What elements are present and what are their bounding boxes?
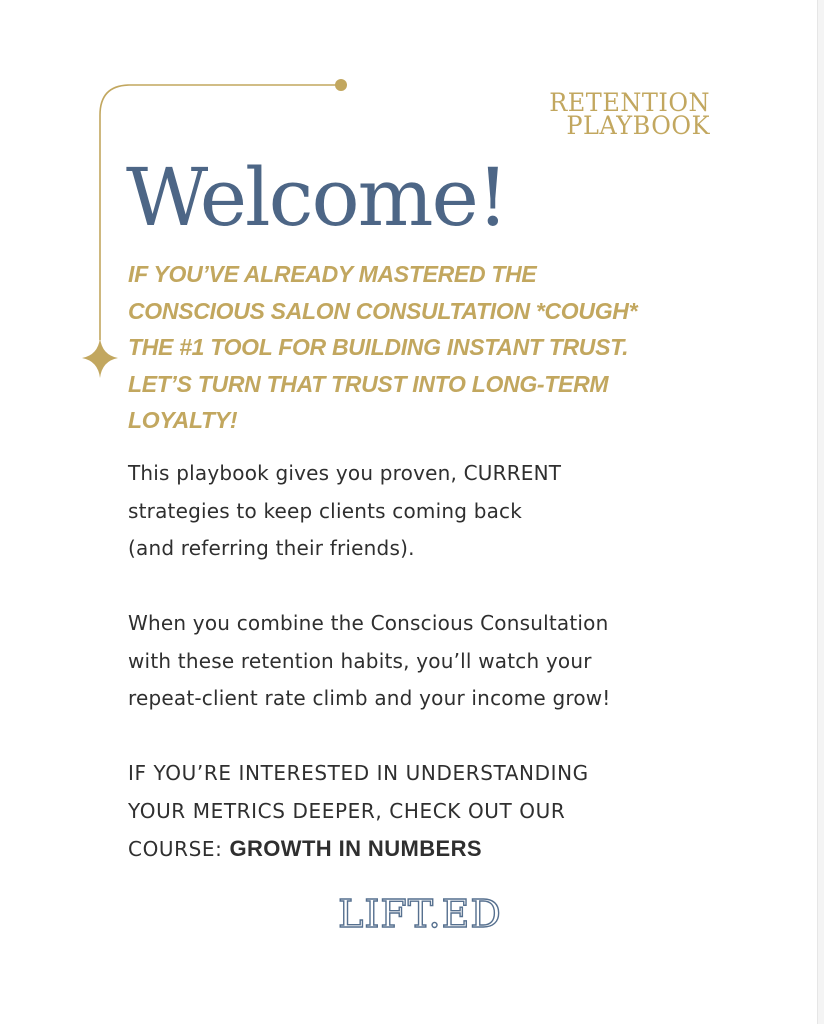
intro-callout [128, 256, 728, 439]
page-title: Welcome! [126, 151, 507, 244]
course-name: GROWTH IN NUMBERS [229, 836, 482, 861]
paragraph-line: YOUR METRICS DEEPER, CHECK OUT OUR [128, 798, 566, 823]
sparkle-icon [82, 338, 118, 378]
intro-line: LOYALTY! [128, 407, 238, 433]
intro-line: CONSCIOUS SALON CONSULTATION *COUGH* [128, 297, 638, 324]
paragraph-playbook [128, 455, 728, 568]
tag-line-1: RETENTION [549, 87, 710, 118]
paragraph-line: strategies to keep clients coming back [128, 498, 523, 523]
paragraph-line: (and referring their friends). [128, 536, 415, 560]
paragraph-combine [128, 605, 728, 718]
tag-line-2: PLAYBOOK [566, 110, 710, 141]
paragraph-line [128, 830, 728, 869]
intro-line: IF YOU’VE ALREADY MASTERED THE [128, 261, 537, 287]
paragraph-line: When you combine the Conscious Consultation [128, 611, 609, 635]
paragraph-line: repeat-client rate climb and your income grow! [128, 686, 611, 710]
course-prefix: COURSE: [128, 837, 230, 861]
paragraph-line: This playbook gives you proven, CURRENT [128, 461, 562, 485]
brand-logo: LIFT.ED [338, 892, 502, 936]
intro-line: LET’S TURN THAT TRUST INTO LONG-TERM [128, 370, 609, 397]
frame-end-dot [335, 79, 347, 91]
paragraph-line: IF YOU’RE INTERESTED IN UNDERSTANDING [128, 761, 589, 785]
intro-line: THE #1 TOOL FOR BUILDING INSTANT TRUST. [128, 334, 629, 360]
paragraph-line: with these retention habits, you’ll watch your [128, 648, 592, 673]
playbook-tag [520, 87, 710, 141]
paragraph-course [128, 755, 728, 869]
